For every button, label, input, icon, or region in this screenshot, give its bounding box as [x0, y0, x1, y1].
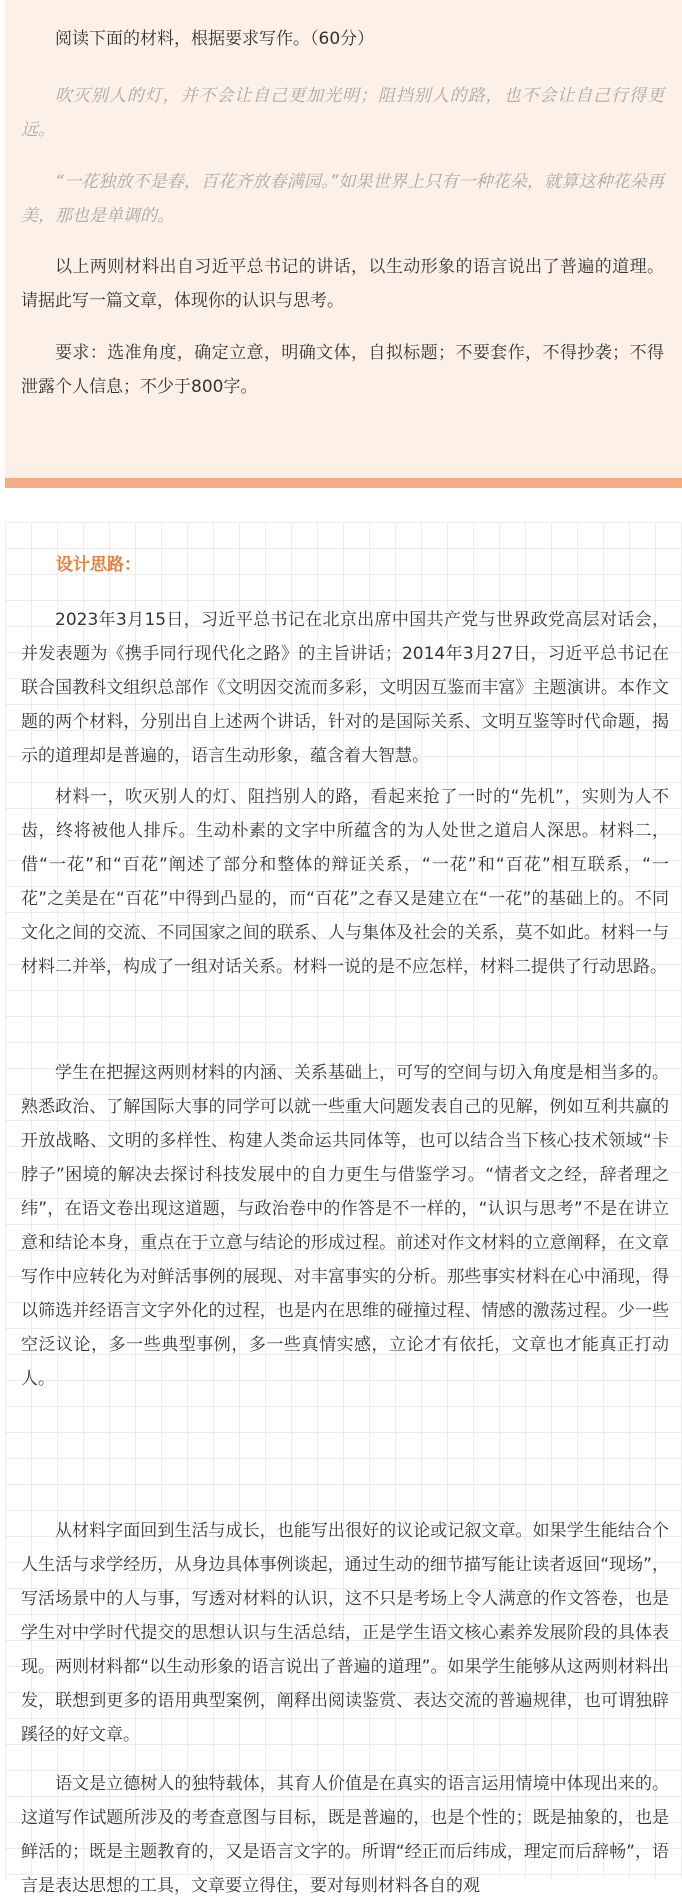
design-heading: 设计思路： [56, 555, 141, 575]
material-one-quote: 吹灭别人的灯，并不会让自己更加光明；阻挡别人的路，也不会让自己行得更远。 [21, 86, 664, 140]
writing-prompt-box [5, 0, 682, 488]
prompt-requirements: 要求：选准角度，确定立意，明确文体，自拟标题；不要套作，不得抄袭；不得泄露个人信息；不少于800字。 [21, 343, 664, 397]
design-paragraph-1: 2023年3月15日，习近平总书记在北京出席中国共产党与世界政党高层对话会，并发表题为《携手同行现代化之路》的主旨讲话；2014年3月27日，习近平总书记在联合国教科文组织总部作《文明因交流而多彩，文明因互鉴而丰富》主题演讲。本作文题的两个材料，分别出自上述两个讲话，针对的是国际关系、文明互鉴等时代命题，揭示的道理却是普遍的，语言生动形象，蕴含着大智慧。 [21, 610, 669, 766]
prompt-instruction: 阅读下面的材料，根据要求写作。（60分） [55, 29, 375, 49]
design-notes-section [5, 522, 682, 1896]
design-paragraph-4: 从材料字面回到生活与成长，也能写出很好的议论或记叙文章。如果学生能结合个人生活与求学经历，从身边具体事例谈起，通过生动的细节描写能让读者返回“现场”，写活场景中的人与事，写透对材料的认识，这不只是考场上令人满意的作文答卷，也是学生对中学时代提交的思想认识与生活总结，正是学生语文核心素养发展阶段的具体表现。两则材料都“以生动形象的语言说出了普遍的道理”。如果学生能够从这两则材料出发，联想到更多的语用典型案例，阐释出阅读鉴赏、表达交流的普遍规律，也可谓独辟蹊径的好文章。 [21, 1521, 669, 1745]
design-paragraph-3: 学生在把握这两则材料的内涵、关系基础上，可写的空间与切入角度是相当多的。熟悉政治、了解国际大事的同学可以就一些重大问题发表自己的见解，例如互利共赢的开放战略、文明的多样性、构建人类命运共同体等，也可以结合当下核心技术领域“卡脖子”困境的解决去探讨科技发展中的自力更生与借鉴学习。“情者文之经，辞者理之纬”，在语文卷出现这道题，与政治卷中的作答是不一样的，“认识与思考”不是在讲立意和结论本身，重点在于立意与结论的形成过程。前述对作文材料的立意阐释，在文章写作中应转化为对鲜活事例的展现、对丰富事实的分析。那些事实材料在心中涌现，得以筛选并经语言文字外化的过程，也是内在思维的碰撞过程、情感的激荡过程。少一些空泛议论，多一些典型事例，多一些真情实感，立论才有依托，文章也才能真正打动人。 [21, 1063, 669, 1389]
design-paragraph-2: 材料一，吹灭别人的灯、阻挡别人的路，看起来抢了一时的“先机”，实则为人不齿，终将被他人排斥。生动朴素的文字中所蕴含的为人处世之道启人深思。材料二，借“一花”和“百花”阐述了部分和整体的辩证关系，“一花”和“百花”相互联系，“一花”之美是在“百花”中得到凸显的，而“百花”之春又是建立在“一花”的基础上的。不同文化之间的交流、不同国家之间的联系、人与集体及社会的关系，莫不如此。材料一与材料二并举，构成了一组对话关系。材料一说的是不应怎样，材料二提供了行动思路。 [21, 787, 669, 977]
prompt-explanation: 以上两则材料出自习近平总书记的讲话，以生动形象的语言说出了普遍的道理。请据此写一篇文章，体现你的认识与思考。 [21, 257, 664, 311]
material-two-quote: “一花独放不是春，百花齐放春满园。”如果世界上只有一种花朵，就算这种花朵再美，那也是单调的。 [21, 172, 664, 226]
design-paragraph-5: 语文是立德树人的独特载体，其育人价值是在真实的语言运用情境中体现出来的。这道写作试题所涉及的考查意图与目标，既是普遍的，也是个性的；既是抽象的，也是鲜活的；既是主题教育的，又是语言文字的。所谓“经正而后纬成，理定而后辞畅”，语言是表达思想的工具，文章要立得住，要对每则材料各自的观 [21, 1774, 669, 1896]
